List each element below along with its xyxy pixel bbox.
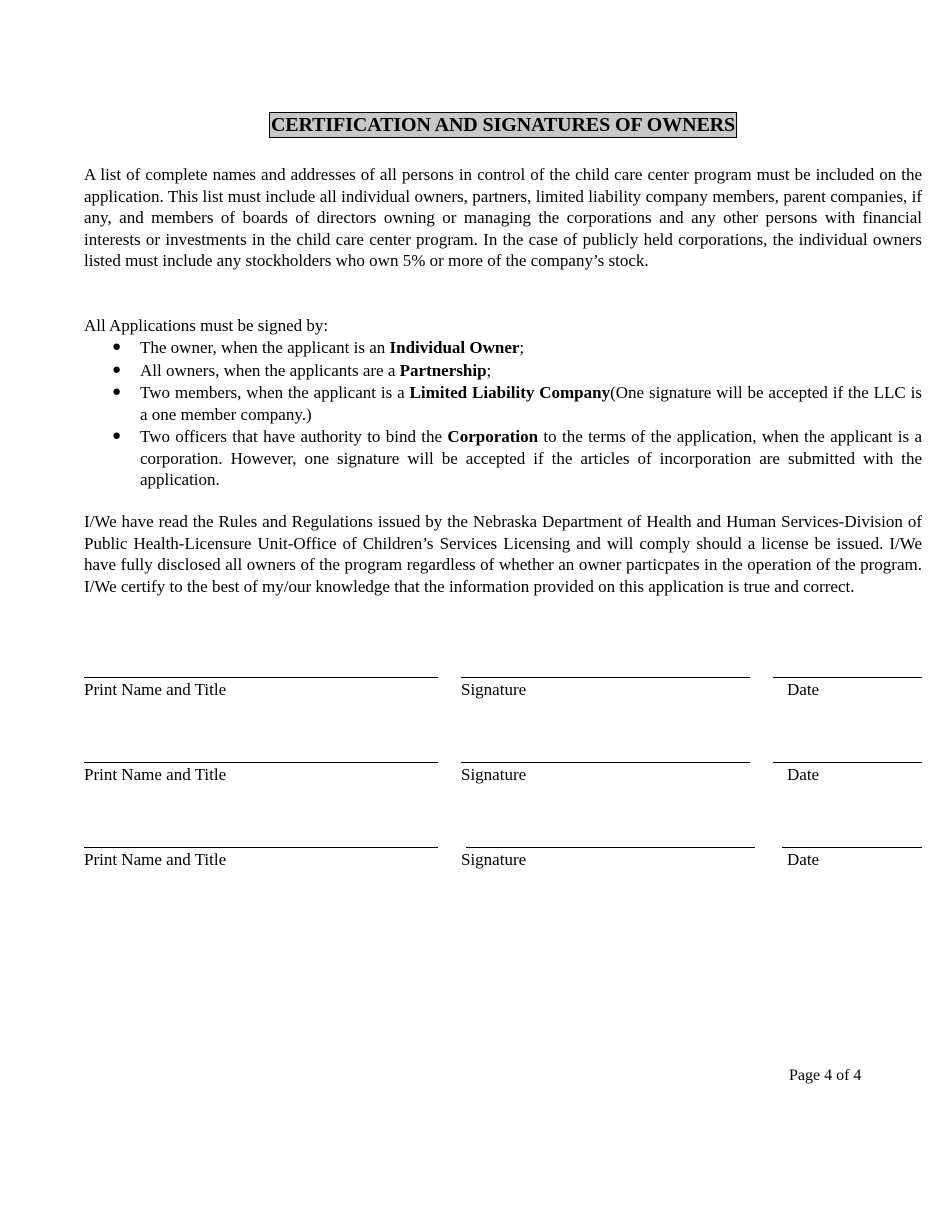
bullet-icon: ● (112, 339, 122, 355)
list-item: ● Two members, when the applicant is a Limited Liability Company(One signature will be accepted if the LLC is a one member company.) (112, 383, 922, 424)
list-item: ● All owners, when the applicants are a Partnership; (112, 360, 492, 380)
date-line[interactable] (773, 762, 922, 763)
signer-requirements-list (84, 337, 922, 492)
signature-line[interactable] (466, 847, 755, 848)
signature-row (0, 762, 950, 812)
date-line[interactable] (773, 677, 922, 678)
bullet-icon: ● (112, 361, 122, 378)
date-line[interactable] (782, 847, 922, 848)
signature-row (0, 677, 950, 727)
page-number: Page 4 of 4 (789, 1067, 862, 1084)
signature-row (0, 847, 950, 897)
signature-label: Signature (461, 680, 527, 699)
name-title-label: Print Name and Title (84, 765, 227, 784)
name-title-line[interactable] (84, 677, 438, 678)
name-title-line[interactable] (84, 847, 438, 848)
intro-paragraph: A list of complete names and addresses of all persons in control of the child care center program must be included on the application. This list must include all individual owners, partners, limited liability company members, parent companies, if any, and members of boards of directors owning or managing the corporations and any other persons with financial interests or investments in the child care center program. In the case of publicly held corporations, the individual owners listed must include any stockholders who own 5% or more of the company’s stock. (84, 165, 922, 270)
signature-label: Signature (461, 850, 527, 869)
title-container (0, 112, 950, 138)
name-title-line[interactable] (84, 762, 438, 763)
bullet-icon: ● (112, 428, 122, 444)
signature-line[interactable] (461, 762, 750, 763)
date-label: Date (787, 765, 820, 784)
list-item: ● Two officers that have authority to bind the Corporation to the terms of the application, when the applicant is a corporation. However, one signature will be accepted if the articles of incorporation are submitted with the application. (112, 427, 922, 489)
page-title: CERTIFICATION AND SIGNATURES OF OWNERS (270, 114, 736, 136)
name-title-label: Print Name and Title (84, 680, 227, 699)
bullet-icon: ● (112, 384, 122, 400)
list-item: ● The owner, when the applicant is an Individual Owner; (112, 338, 525, 357)
name-title-label: Print Name and Title (84, 850, 227, 869)
signature-line[interactable] (461, 677, 750, 678)
signed-by-heading: All Applications must be signed by: (84, 316, 329, 335)
date-label: Date (787, 850, 820, 869)
certification-paragraph: I/We have read the Rules and Regulations issued by the Nebraska Department of Health and Human Services-Division of Public Health-Licensure Unit-Office of Children’s Services Licensing and will comply should a license be issued. I/We have fully disclosed all owners of the program regardless of whether an owner particpates in the operation of the program. I/We certify to the best of my/our knowledge that the information provided on this application is true and correct. (84, 512, 922, 596)
date-label: Date (787, 680, 820, 699)
signature-label: Signature (461, 765, 527, 784)
